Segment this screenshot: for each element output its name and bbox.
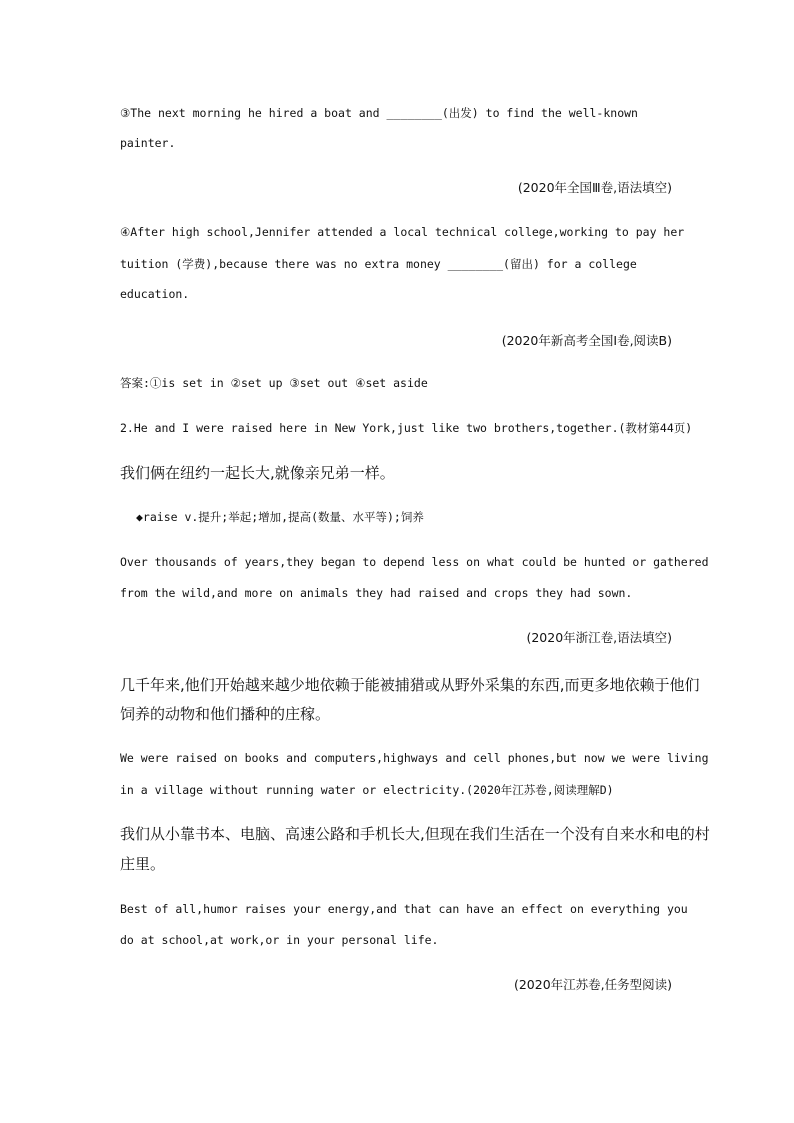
example-3-source: (2020年江苏卷,任务型阅读) (513, 977, 672, 992)
example-3-line-1: Best of all,humor raises your energy,and that can have an effect on everything you (120, 902, 688, 916)
example-1-line-1: Over thousands of years,they began to depend less on what could be hunted or gathered (120, 555, 709, 569)
question-4-line-2: tuition (学费),because there was no extra money ________(留出) for a college (120, 257, 637, 271)
example-1-source: (2020年浙江卷,语法填空) (526, 630, 672, 645)
question-3-line-2: painter. (120, 136, 176, 150)
example-3-line-2: do at school,at work,or in your personal life. (120, 933, 439, 947)
question-4-source: (2020年新高考全国Ⅰ卷,阅读B) (501, 333, 672, 348)
example-1-line-2: from the wild,and more on animals they had raised and crops they had sown. (120, 586, 633, 600)
example-1-translation-line-1: 几千年来,他们开始越来越少地依赖于能被捕猎或从野外采集的东西,而更多地依赖于他们 (120, 676, 700, 694)
vocab-entry-raise: ◆raise v.提升;举起;增加,提高(数量、水平等);饲养 (136, 510, 424, 524)
question-4-line-3: education. (120, 287, 190, 301)
example-1-translation-line-2: 饲养的动物和他们播种的庄稼。 (120, 705, 331, 723)
section-2-translation: 我们俩在纽约一起长大,就像亲兄弟一样。 (120, 464, 395, 482)
example-2-line-1: We were raised on books and computers,highways and cell phones,but now we were living (120, 751, 709, 765)
example-2-translation-line-2: 庄里。 (120, 855, 166, 873)
example-2-line-2: in a village without running water or electricity.(2020年江苏卷,阅读理解D) (120, 783, 614, 797)
example-2-translation-line-1: 我们从小靠书本、电脑、高速公路和手机长大,但现在我们生活在一个没有自来水和电的村 (120, 825, 710, 843)
answer-key: 答案:①is set in ②set up ③set out ④set aside (120, 376, 428, 390)
question-3-line-1: ③The next morning he hired a boat and ________(出发) to find the well-known (120, 106, 638, 120)
question-4-line-1: ④After high school,Jennifer attended a local technical college,working to pay her (120, 225, 685, 239)
section-2-sentence: 2.He and I were raised here in New York,just like two brothers,together.(教材第44页) (120, 421, 693, 435)
question-3-source: (2020年全国Ⅲ卷,语法填空) (517, 180, 672, 195)
